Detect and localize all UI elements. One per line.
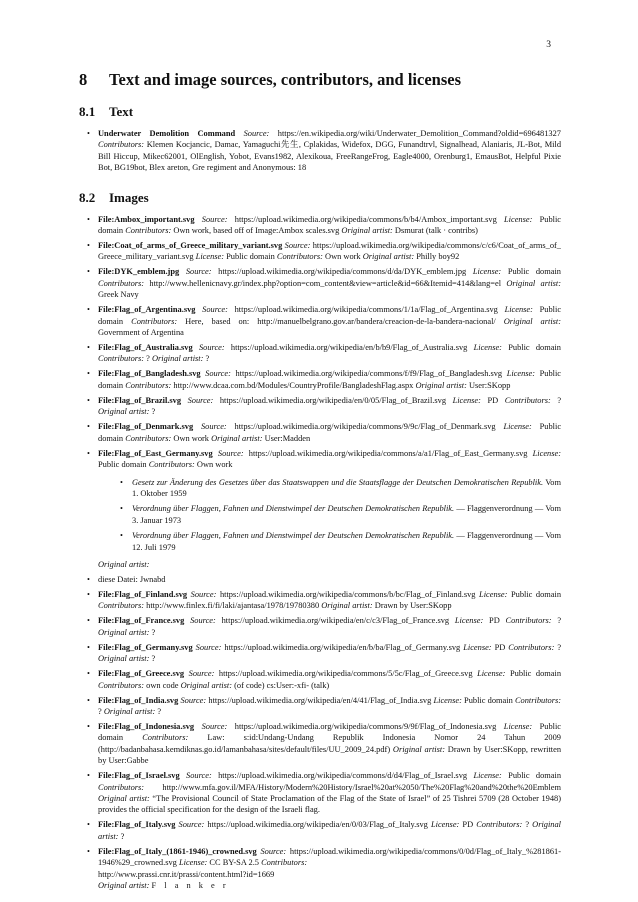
list-item [79,395,561,418]
source-label: Source: [195,642,222,652]
contributors-label: Contributors: [504,395,551,405]
license-text: Public domain [509,669,562,679]
text-subsection-title: Text [109,104,134,119]
nested-list-item [98,530,561,553]
original-artist-line [98,880,561,891]
law-title: Verordnung über Flaggen, Fahnen und Dienstwimpel der Deutschen Demokratischen Republik. [132,531,455,541]
license-text: Public domain [508,771,562,781]
section-heading [79,70,561,90]
source-link[interactable]: https://upload.wikimedia.org/wikipedia/en/0/03/Flag_of_Italy.svg [207,820,428,830]
law-title: Gesetz zur Änderung des Gesetzes über das Staatswappen und die Staatsflagge der Deutschen Demokratischen Republik. [132,477,544,487]
contributors-text: http://www.mfa.gov.il/MFA/History/Modern%20History/Israel%20at%2050/The%20Flag%20and%20the%20Emblem [162,782,561,792]
list-item [79,574,561,585]
contributors-label: Contributors: [98,680,145,690]
original-artist-text: Philly boy92 [416,252,460,262]
original-artist-label: Original artist: [103,706,156,716]
source-link[interactable]: https://en.wikipedia.org/wiki/Underwater_Demolition_Command?oldid=696481327 [277,129,561,138]
source-link[interactable]: https://upload.wikimedia.org/wikipedia/en/b/ba/Flag_of_Germany.svg [224,642,461,652]
contributors-text: ? [557,395,562,405]
source-label: Source: [178,820,205,830]
contributors-label: Contributors: [148,460,195,470]
license-text: PD [462,820,474,830]
file-name[interactable]: File:Flag_of_Greece.svg [98,669,185,679]
original-artist-label: Original artist: [98,820,562,841]
license-label: License: [473,771,502,781]
source-label: Source: [243,129,270,138]
original-artist-label: Original artist: [98,881,150,891]
source-label: Source: [190,589,217,599]
original-artist-label: Original artist: [321,601,373,611]
original-artist-text: Government of Argentina [98,328,184,338]
contributors-label: Contributors: [142,733,189,743]
images-subsection-title: Images [109,189,149,205]
license-label: License: [195,252,225,262]
source-label: Source: [185,267,212,277]
license-label: License: [454,616,484,626]
license-text: Public domain [98,305,562,326]
original-artist-label: Original artist: [392,744,446,754]
source-label: Source: [201,214,228,224]
source-link[interactable]: https://upload.wikimedia.org/wikipedia/en/0/05/Flag_of_Brazil.svg [219,395,447,405]
license-text: PD [494,642,506,652]
original-artist-label: Original artist: [506,278,562,288]
article-title: Underwater Demolition Command [98,129,236,138]
original-artist-text: F l a n k e r [151,881,229,891]
original-artist-label: Original artist: [415,380,467,390]
source-link[interactable]: https://upload.wikimedia.org/wikipedia/commons/0/0d/Flag_of_Italy_%281861-1946%29_crowned.svg [98,846,561,868]
source-label: Source: [187,395,214,405]
contributors-label: Contributors: [125,226,172,236]
source-label: Source: [201,721,228,731]
list-item [79,770,561,816]
contributors-label: Contributors: [514,695,562,705]
contributors-text: ? [525,820,530,830]
license-label: License: [477,669,506,679]
contributors-label: Contributors: [261,858,308,868]
list-item [79,342,561,365]
contributors-text: Own work [196,460,233,470]
source-label: Source: [190,616,216,626]
contributors-label: Contributors: [508,642,555,652]
list-item [79,421,561,444]
original-artist-label: Original artist: [180,680,233,690]
source-link[interactable]: https://upload.wikimedia.org/wikipedia/commons/f/f9/Flag_of_Bangladesh.svg [235,369,503,379]
license-label: License: [479,589,508,599]
list-item [79,368,561,391]
text-subsection-heading [79,104,561,120]
license-text: Public domain [98,721,562,743]
list-item [79,668,561,691]
entry-text: diese Datei: Jwnabd [98,574,166,584]
file-name[interactable]: File:Flag_of_Australia.svg [98,343,193,353]
original-artist-label: Original artist: [341,226,393,236]
source-link[interactable]: https://upload.wikimedia.org/wikipedia/commons/5/5c/Flag_of_Greece.svg [218,669,473,679]
license-text: Public domain [98,369,562,390]
nested-list-item [98,503,561,526]
source-label: Source: [188,669,215,679]
contributors-text: http://www.dcaa.com.bd/Modules/CountryProfile/BangladeshFlag.aspx [173,380,414,390]
list-item [79,266,561,300]
source-label: Source: [186,771,212,781]
list-item [79,642,561,665]
source-label: Source: [260,846,287,856]
license-label: License: [503,721,533,731]
list-item [79,695,561,718]
list-item [79,128,561,174]
contributors-text: Own work, based off of Image:Ambox scales.svg [173,226,340,236]
source-link[interactable]: https://upload.wikimedia.org/wikipedia/en/b/b9/Flag_of_Australia.svg [230,343,468,353]
license-label: License: [433,695,462,705]
contributors-label: Contributors: [125,380,172,390]
original-artist-text: ? [120,831,125,841]
file-name[interactable]: File:Flag_of_East_Germany.svg [98,448,213,458]
section-number: 8 [79,70,88,89]
section-title-text: Text and image sources, contributors, and licenses [109,70,462,89]
file-name[interactable]: File:Flag_of_Italy_(1861-1946)_crowned.svg [98,846,257,856]
source-link[interactable]: https://upload.wikimedia.org/wikipedia/commons/c/c6/Coat_of_arms_of_Greece_military_variant.svg [98,241,561,262]
list-item [79,304,561,338]
file-name[interactable]: File:Flag_of_Germany.svg [98,642,193,652]
contributors-label: Contributors: [276,252,323,262]
contributors-text: Klemen Kocjancic, Damac, Yamaguchi先生, Cplakidas, Widefox, DGG, Funandtrvl, Signalhead, Alaniaris, JL-Bot, Mild Bill Hiccup, Mikec62001, OlEnglish, Yobot, Evans1982, Alexikoua, FreeRangeFrog, Eagle4000, Orenburg1, EmausBot, Helpful Pixie Bot, BG19bot, Blex areton, Gre regiment and Anonymous: 18 [98,140,562,173]
license-text: Public domain [98,422,562,443]
contributors-link-line [98,869,561,880]
list-item [79,240,561,263]
file-name[interactable]: File:Flag_of_India.svg [98,695,179,705]
source-link[interactable]: https://upload.wikimedia.org/wikipedia/en/4/41/Flag_of_India.svg [208,695,432,705]
original-artist-text: ? [151,407,156,417]
source-label: Source: [284,241,311,251]
source-link[interactable]: https://upload.wikimedia.org/wikipedia/commons/1/1a/Flag_of_Argentina.svg [234,305,498,315]
source-label: Source: [198,343,225,353]
nested-list-item [98,477,561,500]
original-artist-label: Original artist: [98,654,150,664]
contributors-text: ? [146,354,150,364]
source-label: Source: [200,422,227,432]
source-label: Source: [205,369,231,379]
list-item [79,721,561,767]
source-label: Source: [180,695,207,705]
contributors-label: Contributors: [98,601,145,611]
file-name[interactable]: File:Flag_of_Israel.svg [98,771,180,781]
license-label: License: [452,395,481,405]
original-artist-text: Greek Navy [98,290,139,300]
original-artist-text: “The Provisional Council of State Proclamation of the Flag of the State of Israel” of 25 Tishrei 5709 (28 October 1948) provides the official specification for the design of the Israeli flag. [98,794,562,815]
original-artist-text: User:SKopp [468,380,511,390]
source-link[interactable]: https://upload.wikimedia.org/wikipedia/commons/b/bc/Flag_of_Finland.svg [219,589,476,599]
source-link[interactable]: https://upload.wikimedia.org/wikipedia/commons/9/9c/Flag_of_Denmark.svg [234,422,496,432]
text-subsection-number: 8.1 [79,104,96,119]
source-link[interactable]: https://upload.wikimedia.org/wikipedia/commons/d/d4/Flag_of_Israel.svg [218,771,468,781]
file-name[interactable]: File:Flag_of_Argentina.svg [98,305,196,315]
law-date: — Flaggenverordnung — Vom 3. Januar 1973 [132,504,561,525]
license-label: License: [506,369,536,379]
document-body [79,70,561,895]
original-artist-label: Original artist: [98,407,150,417]
license-label: License: [178,858,208,868]
original-artist-label: Original artist: [362,252,415,262]
file-name[interactable]: File:Flag_of_Bangladesh.svg [98,369,201,379]
file-name[interactable]: File:Flag_of_Denmark.svg [98,422,194,432]
license-label: License: [463,642,492,652]
contributors-label: Contributors: [98,140,145,150]
contributors-text: ? [98,706,102,716]
original-artist-text: User:Madden [264,433,311,443]
original-artist-label: Original artist: [211,433,263,443]
source-link[interactable]: https://upload.wikimedia.org/wikipedia/commons/d/da/DYK_emblem.jpg [218,267,467,277]
license-text: Public domain [508,343,561,353]
original-artist-text: Drawn by User:SKopp, rewritten by User:Gabbe [98,744,562,766]
contributors-text: ? [557,642,562,652]
file-name[interactable]: File:Flag_of_France.svg [98,616,185,626]
source-link[interactable]: https://upload.wikimedia.org/wikipedia/commons/a/a1/Flag_of_East_Germany.svg [248,448,528,458]
original-artist-text: ? [151,654,156,664]
file-name[interactable]: File:Ambox_important.svg [98,214,195,224]
original-artist-text: Drawn by User:SKopp [374,601,452,611]
law-title: Verordnung über Flaggen, Fahnen und Dienstwimpel der Deutschen Demokratischen Republik. [132,504,455,514]
contributors-text: Own work [173,433,209,443]
file-name[interactable]: File:Flag_of_Brazil.svg [98,395,182,405]
contributors-link[interactable]: http://www.prassi.cnr.it/prassi/content.html?id=1669 [98,869,275,879]
list-item [79,819,561,842]
license-text: Public domain [226,252,275,262]
image-sources-list [79,214,561,892]
contributors-label: Contributors: [98,354,145,364]
list-item [79,846,561,892]
license-label: License: [504,305,533,315]
file-name[interactable]: File:Flag_of_Italy.svg [98,820,176,830]
source-label: Source: [217,448,244,458]
original-artist-line [98,559,561,570]
original-artist-text: ? [151,627,156,637]
original-artist-text: ? [157,706,162,716]
original-artist-text: (of code) cs:User:-xfi- (talk) [234,680,330,690]
source-link[interactable]: https://upload.wikimedia.org/wikipedia/commons/9/9f/Flag_of_Indonesia.svg [234,721,497,731]
list-item [79,615,561,638]
contributors-text: ? [557,616,562,626]
license-text: Public domain [507,267,561,277]
original-artist-label: Original artist: [503,316,562,326]
list-item [79,589,561,612]
page-number: 3 [546,40,551,50]
law-date: — Flaggenverordnung — Vom 12. Juli 1979 [132,531,561,552]
license-label: License: [503,422,532,432]
source-label: Source: [202,305,228,315]
contributors-text: Here, based on: http://manuelbelgrano.gov.ar/bandera/creacion-de-la-bandera-nacional/ [185,316,496,326]
list-item [79,448,561,571]
file-name[interactable]: File:Flag_of_Indonesia.svg [98,721,195,731]
license-label: License: [430,820,460,830]
file-name[interactable]: File:Flag_of_Finland.svg [98,589,188,599]
original-artist-label: Original artist: [98,559,150,569]
license-text: Public domain [98,460,147,470]
images-subsection-heading [79,190,561,206]
text-sources-list [79,128,561,174]
license-label: License: [472,267,502,277]
list-item [79,214,561,237]
file-name[interactable]: File:DYK_emblem.jpg [98,267,180,277]
contributors-text: http://www.finlex.fi/fi/laki/ajantasa/1978/19780380 [146,601,320,611]
original-artist-label: Original artist: [151,354,204,364]
source-link[interactable]: https://upload.wikimedia.org/wikipedia/en/c/c3/Flag_of_France.svg [221,616,450,626]
license-label: License: [532,448,562,458]
original-artist-label: Original artist: [98,627,150,637]
contributors-label: Contributors: [476,820,523,830]
contributors-label: Contributors: [98,278,145,288]
license-text: Public domain [464,695,513,705]
law-date: Vom 1. Oktober 1959 [132,477,561,498]
contributors-text: own code [146,680,179,690]
license-text: Public domain [98,214,562,236]
contributors-label: Contributors: [98,782,145,792]
contributors-text: Law: s:id:Undang-Undang Republik Indonesia Nomor 24 Tahun 2009 (http://badanbahasa.kemdiknas.go.id/lamanbahasa/sites/default/files/UU_2009_24.pdf) [98,733,561,754]
contributors-label: Contributors: [131,316,178,326]
license-label: License: [504,214,533,224]
contributors-label: Contributors: [125,433,172,443]
contributors-label: Contributors: [505,616,552,626]
source-link[interactable]: https://upload.wikimedia.org/wikipedia/commons/b/b4/Ambox_important.svg [234,214,497,224]
license-text: PD [489,616,500,626]
license-label: License: [473,343,502,353]
contributors-text: Own work [325,252,361,262]
file-name[interactable]: File:Coat_of_arms_of_Greece_military_variant.svg [98,241,283,251]
license-text: PD [487,395,499,405]
license-text: Public domain [510,589,562,599]
original-artist-label: Original artist: [98,794,150,803]
original-artist-text: Dsmurat (talk · contribs) [394,226,478,236]
contributors-text: http://www.hellenicnavy.gr/index.php?option=com_content&view=article&id=66&Itemid=414&lang=el [149,278,502,288]
nested-list [98,477,561,553]
original-artist-text: ? [205,354,210,364]
license-text: CC BY-SA 2.5 [209,858,259,868]
images-subsection-number: 8.2 [79,189,96,205]
